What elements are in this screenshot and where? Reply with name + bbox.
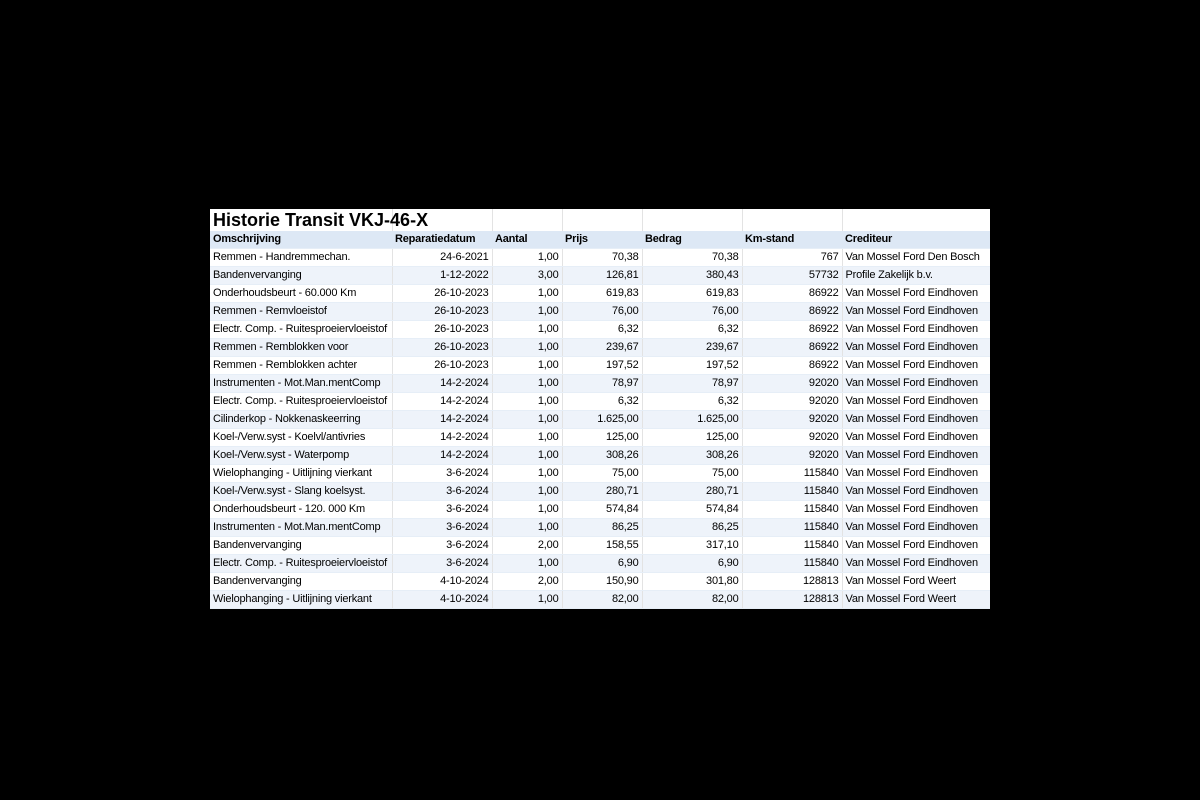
creditor-cell: Van Mossel Ford Eindhoven — [842, 393, 990, 411]
amount-cell: 6,90 — [642, 555, 742, 573]
empty-cell — [562, 209, 642, 231]
price-cell: 1.625,00 — [562, 411, 642, 429]
mileage-cell: 115840 — [742, 501, 842, 519]
creditor-cell: Van Mossel Ford Eindhoven — [842, 285, 990, 303]
date-cell: 14-2-2024 — [392, 411, 492, 429]
price-cell: 76,00 — [562, 303, 642, 321]
description-cell: Cilinderkop - Nokkenaskeerring — [210, 411, 392, 429]
creditor-cell: Van Mossel Ford Eindhoven — [842, 357, 990, 375]
description-cell: Onderhoudsbeurt - 120. 000 Km — [210, 501, 392, 519]
amount-cell: 280,71 — [642, 483, 742, 501]
date-cell: 26-10-2023 — [392, 303, 492, 321]
creditor-cell: Van Mossel Ford Eindhoven — [842, 501, 990, 519]
description-cell: Bandenvervanging — [210, 573, 392, 591]
price-cell: 197,52 — [562, 357, 642, 375]
table-row — [210, 339, 990, 357]
mileage-cell: 128813 — [742, 591, 842, 609]
description-cell: Koel-/Verw.syst - Slang koelsyst. — [210, 483, 392, 501]
empty-cell — [742, 209, 842, 231]
description-cell: Remmen - Remblokken achter — [210, 357, 392, 375]
description-cell: Wielophanging - Uitlijning vierkant — [210, 465, 392, 483]
amount-cell: 125,00 — [642, 429, 742, 447]
description-cell: Electr. Comp. - Ruitesproeiervloeistof — [210, 321, 392, 339]
title-row — [210, 209, 990, 231]
mileage-cell: 115840 — [742, 555, 842, 573]
quantity-cell: 1,00 — [492, 591, 562, 609]
date-cell: 26-10-2023 — [392, 285, 492, 303]
quantity-cell: 1,00 — [492, 375, 562, 393]
table-row — [210, 483, 990, 501]
amount-cell: 308,26 — [642, 447, 742, 465]
creditor-cell: Van Mossel Ford Eindhoven — [842, 375, 990, 393]
amount-cell: 317,10 — [642, 537, 742, 555]
empty-cell — [642, 209, 742, 231]
amount-cell: 6,32 — [642, 393, 742, 411]
quantity-cell: 1,00 — [492, 357, 562, 375]
mileage-cell: 92020 — [742, 429, 842, 447]
mileage-cell: 92020 — [742, 393, 842, 411]
date-cell: 26-10-2023 — [392, 321, 492, 339]
price-cell: 75,00 — [562, 465, 642, 483]
table-row — [210, 321, 990, 339]
amount-cell: 301,80 — [642, 573, 742, 591]
mileage-cell: 86922 — [742, 303, 842, 321]
quantity-cell: 1,00 — [492, 303, 562, 321]
price-cell: 6,32 — [562, 393, 642, 411]
price-cell: 6,90 — [562, 555, 642, 573]
quantity-cell: 2,00 — [492, 573, 562, 591]
amount-cell: 76,00 — [642, 303, 742, 321]
price-cell: 239,67 — [562, 339, 642, 357]
mileage-cell: 86922 — [742, 285, 842, 303]
amount-cell: 86,25 — [642, 519, 742, 537]
empty-cell — [842, 209, 990, 231]
creditor-cell: Van Mossel Ford Den Bosch — [842, 249, 990, 267]
creditor-cell: Van Mossel Ford Eindhoven — [842, 447, 990, 465]
table-row — [210, 249, 990, 267]
creditor-cell: Van Mossel Ford Weert — [842, 591, 990, 609]
creditor-cell: Van Mossel Ford Eindhoven — [842, 555, 990, 573]
mileage-cell: 57732 — [742, 267, 842, 285]
description-cell: Electr. Comp. - Ruitesproeiervloeistof — [210, 393, 392, 411]
table-row — [210, 285, 990, 303]
mileage-cell: 115840 — [742, 537, 842, 555]
date-cell: 14-2-2024 — [392, 375, 492, 393]
quantity-cell: 1,00 — [492, 501, 562, 519]
table-row — [210, 555, 990, 573]
quantity-cell: 1,00 — [492, 519, 562, 537]
date-cell: 3-6-2024 — [392, 537, 492, 555]
price-cell: 70,38 — [562, 249, 642, 267]
price-cell: 150,90 — [562, 573, 642, 591]
mileage-cell: 86922 — [742, 339, 842, 357]
table-row — [210, 519, 990, 537]
amount-cell: 70,38 — [642, 249, 742, 267]
table-row — [210, 429, 990, 447]
quantity-cell: 1,00 — [492, 465, 562, 483]
table-row — [210, 447, 990, 465]
creditor-cell: Van Mossel Ford Eindhoven — [842, 537, 990, 555]
mileage-cell: 115840 — [742, 519, 842, 537]
description-cell: Instrumenten - Mot.Man.mentComp — [210, 375, 392, 393]
table-row — [210, 375, 990, 393]
amount-cell: 75,00 — [642, 465, 742, 483]
table-row — [210, 393, 990, 411]
description-cell: Remmen - Handremmechan. — [210, 249, 392, 267]
header-km-stand: Km-stand — [742, 231, 842, 249]
price-cell: 78,97 — [562, 375, 642, 393]
date-cell: 26-10-2023 — [392, 357, 492, 375]
date-cell: 4-10-2024 — [392, 573, 492, 591]
spreadsheet-table — [210, 209, 990, 605]
mileage-cell: 92020 — [742, 447, 842, 465]
amount-cell: 6,32 — [642, 321, 742, 339]
date-cell: 24-6-2021 — [392, 249, 492, 267]
quantity-cell: 3,00 — [492, 267, 562, 285]
quantity-cell: 1,00 — [492, 339, 562, 357]
creditor-cell: Van Mossel Ford Eindhoven — [842, 339, 990, 357]
creditor-cell: Van Mossel Ford Eindhoven — [842, 483, 990, 501]
date-cell: 1-12-2022 — [392, 267, 492, 285]
table-row — [210, 357, 990, 375]
table-row — [210, 501, 990, 519]
table-row — [210, 591, 990, 609]
date-cell: 3-6-2024 — [392, 555, 492, 573]
quantity-cell: 1,00 — [492, 285, 562, 303]
amount-cell: 197,52 — [642, 357, 742, 375]
description-cell: Bandenvervanging — [210, 267, 392, 285]
price-cell: 6,32 — [562, 321, 642, 339]
amount-cell: 1.625,00 — [642, 411, 742, 429]
quantity-cell: 1,00 — [492, 555, 562, 573]
table-row — [210, 465, 990, 483]
quantity-cell: 1,00 — [492, 393, 562, 411]
table-row — [210, 411, 990, 429]
quantity-cell: 1,00 — [492, 411, 562, 429]
repair-history-table — [210, 209, 990, 609]
empty-cell — [492, 209, 562, 231]
description-cell: Bandenvervanging — [210, 537, 392, 555]
price-cell: 619,83 — [562, 285, 642, 303]
creditor-cell: Van Mossel Ford Eindhoven — [842, 519, 990, 537]
date-cell: 4-10-2024 — [392, 591, 492, 609]
date-cell: 3-6-2024 — [392, 501, 492, 519]
creditor-cell: Van Mossel Ford Eindhoven — [842, 321, 990, 339]
creditor-cell: Van Mossel Ford Eindhoven — [842, 411, 990, 429]
quantity-cell: 1,00 — [492, 321, 562, 339]
description-cell: Wielophanging - Uitlijning vierkant — [210, 591, 392, 609]
quantity-cell: 2,00 — [492, 537, 562, 555]
amount-cell: 78,97 — [642, 375, 742, 393]
date-cell: 14-2-2024 — [392, 429, 492, 447]
price-cell: 82,00 — [562, 591, 642, 609]
quantity-cell: 1,00 — [492, 249, 562, 267]
amount-cell: 574,84 — [642, 501, 742, 519]
amount-cell: 239,67 — [642, 339, 742, 357]
price-cell: 158,55 — [562, 537, 642, 555]
mileage-cell: 115840 — [742, 483, 842, 501]
description-cell: Remmen - Remblokken voor — [210, 339, 392, 357]
creditor-cell: Van Mossel Ford Weert — [842, 573, 990, 591]
header-aantal: Aantal — [492, 231, 562, 249]
price-cell: 86,25 — [562, 519, 642, 537]
amount-cell: 619,83 — [642, 285, 742, 303]
description-cell: Instrumenten - Mot.Man.mentComp — [210, 519, 392, 537]
mileage-cell: 115840 — [742, 465, 842, 483]
creditor-cell: Van Mossel Ford Eindhoven — [842, 465, 990, 483]
header-row — [210, 231, 990, 249]
mileage-cell: 92020 — [742, 411, 842, 429]
price-cell: 126,81 — [562, 267, 642, 285]
date-cell: 3-6-2024 — [392, 519, 492, 537]
description-cell: Koel-/Verw.syst - Koelvl/antivries — [210, 429, 392, 447]
price-cell: 125,00 — [562, 429, 642, 447]
description-cell: Onderhoudsbeurt - 60.000 Km — [210, 285, 392, 303]
sheet-title: Historie Transit VKJ-46-X — [210, 209, 392, 231]
description-cell: Remmen - Remvloeistof — [210, 303, 392, 321]
date-cell: 26-10-2023 — [392, 339, 492, 357]
header-bedrag: Bedrag — [642, 231, 742, 249]
date-cell: 14-2-2024 — [392, 393, 492, 411]
quantity-cell: 1,00 — [492, 447, 562, 465]
amount-cell: 82,00 — [642, 591, 742, 609]
date-cell: 14-2-2024 — [392, 447, 492, 465]
mileage-cell: 128813 — [742, 573, 842, 591]
mileage-cell: 86922 — [742, 321, 842, 339]
price-cell: 308,26 — [562, 447, 642, 465]
amount-cell: 380,43 — [642, 267, 742, 285]
date-cell: 3-6-2024 — [392, 465, 492, 483]
header-reparatiedatum: Reparatiedatum — [392, 231, 492, 249]
table-row — [210, 267, 990, 285]
creditor-cell: Van Mossel Ford Eindhoven — [842, 303, 990, 321]
quantity-cell: 1,00 — [492, 483, 562, 501]
table-row — [210, 303, 990, 321]
header-omschrijving: Omschrijving — [210, 231, 392, 249]
creditor-cell: Profile Zakelijk b.v. — [842, 267, 990, 285]
table-row — [210, 537, 990, 555]
creditor-cell: Van Mossel Ford Eindhoven — [842, 429, 990, 447]
mileage-cell: 92020 — [742, 375, 842, 393]
price-cell: 280,71 — [562, 483, 642, 501]
quantity-cell: 1,00 — [492, 429, 562, 447]
description-cell: Electr. Comp. - Ruitesproeiervloeistof — [210, 555, 392, 573]
mileage-cell: 767 — [742, 249, 842, 267]
price-cell: 574,84 — [562, 501, 642, 519]
mileage-cell: 86922 — [742, 357, 842, 375]
table-row — [210, 573, 990, 591]
header-prijs: Prijs — [562, 231, 642, 249]
description-cell: Koel-/Verw.syst - Waterpomp — [210, 447, 392, 465]
date-cell: 3-6-2024 — [392, 483, 492, 501]
header-crediteur: Crediteur — [842, 231, 990, 249]
